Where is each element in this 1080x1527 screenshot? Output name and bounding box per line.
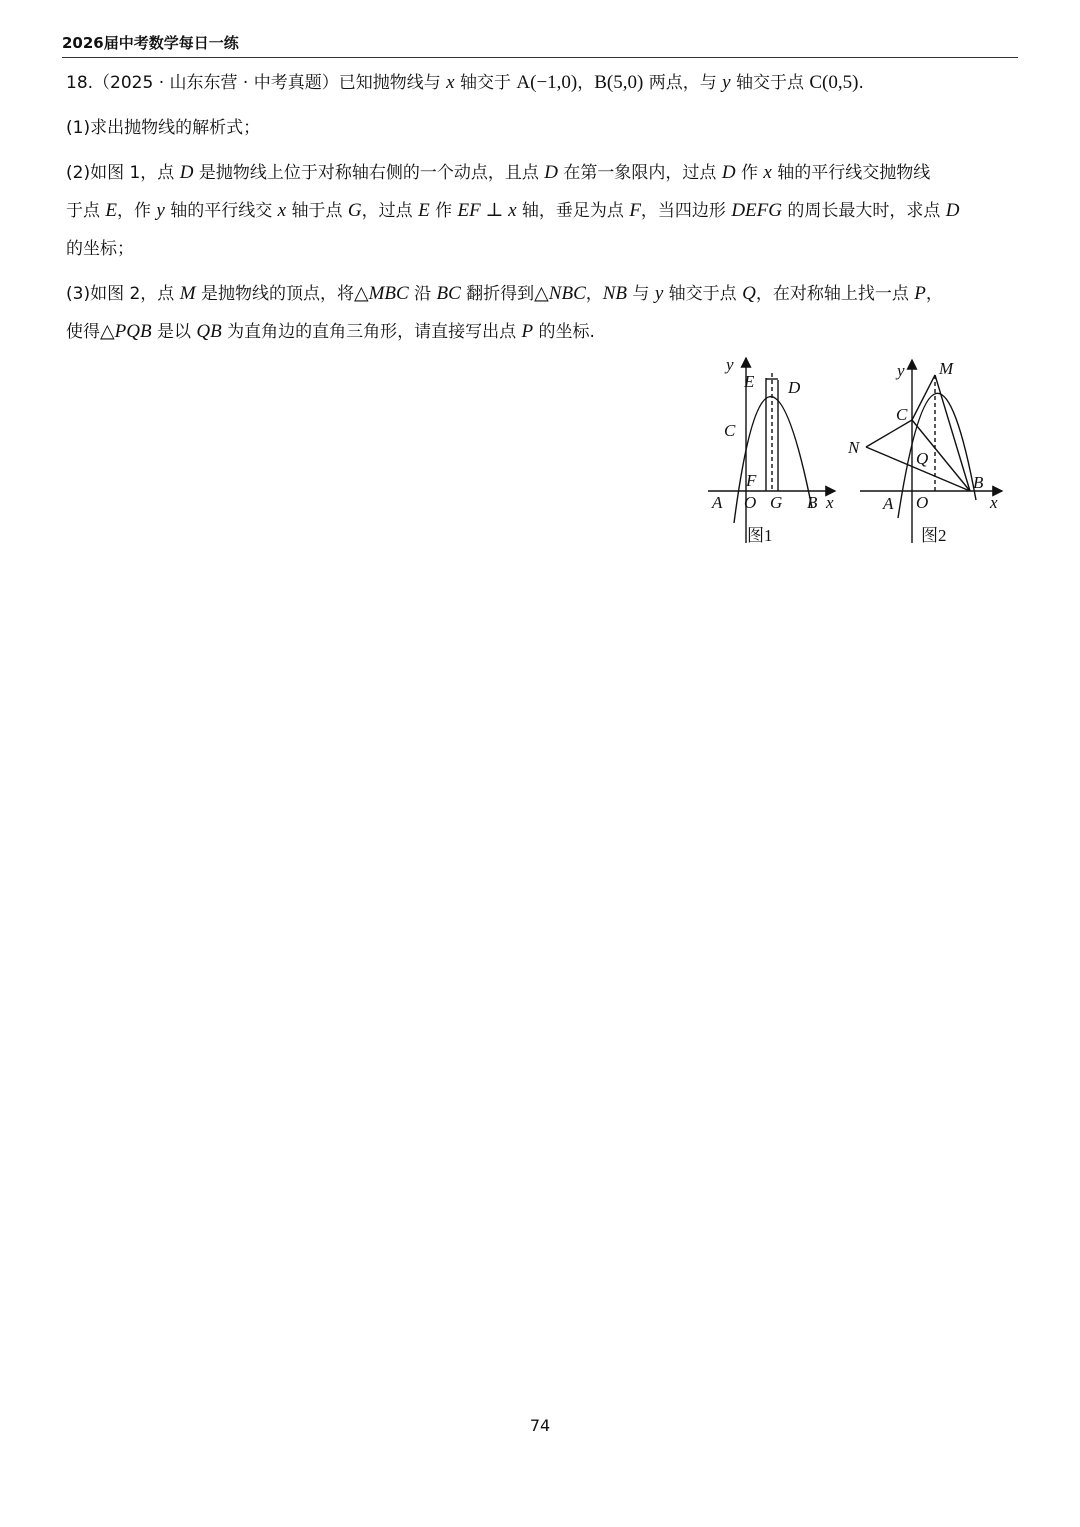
page-number: 74 [529, 1416, 551, 1435]
fig2-label-o: O [916, 493, 929, 512]
figures-svg [700, 348, 1020, 553]
figure-1 [708, 358, 835, 543]
point-b-coord: B(5,0) [594, 72, 644, 93]
page-header [62, 32, 1018, 58]
figure-2-labels [847, 359, 998, 545]
fig1-label-y: y [726, 355, 734, 374]
fig2-parabola [898, 393, 976, 518]
fig1-label-c: C [724, 421, 736, 440]
header-title: 2026届中考数学每日一练 [62, 34, 239, 52]
fig1-label-e: E [744, 372, 755, 391]
problem-number: 18. [66, 73, 94, 93]
fig1-label-x: x [826, 493, 834, 512]
part-1: (1)求出抛物线的解析式； [66, 118, 261, 138]
fig1-label-a: A [712, 493, 723, 512]
fig2-label-m: M [939, 359, 954, 378]
fig2-caption: 图2 [921, 526, 947, 545]
fig2-label-x: x [990, 493, 998, 512]
fig2-segment-mb [935, 375, 970, 491]
fig2-label-y: y [897, 361, 905, 380]
part-3: (3)如图 2，点 M 是抛物线的顶点，将△MBC 沿 BC 翻折得到△NBC，NB 与 y 轴交于点 Q，在对称轴上找一点 P， 使得△PQB 是以 QB 为直角边的直角三角形，请直接写出点 P 的坐标. [66, 283, 943, 342]
fig2-segment-cn [866, 420, 912, 447]
problem-18 [66, 64, 1016, 351]
fig1-caption: 图1 [747, 526, 773, 545]
fig1-label-g: G [770, 493, 783, 512]
part-2: (2)如图 1，点 D 是抛物线上位于对称轴右侧的一个动点，且点 D 在第一象限内，过点 D 作 x 轴的平行线交抛物线 于点 E，作 y 轴的平行线交 x 轴于点 G，过点 E 作 EF ⊥ x 轴，垂足为点 F，当四边形 DEFG 的周长最大时，求点 D 的坐标； [66, 162, 960, 259]
fig2-label-a: A [883, 494, 894, 513]
fig1-label-o: O [744, 493, 757, 512]
figure-2 [860, 360, 1002, 543]
fig2-label-q: Q [916, 449, 929, 468]
fig1-label-b: B [807, 493, 818, 512]
fig1-label-f: F [746, 471, 757, 490]
problem-source: （2025 · 山东东营 · 中考真题） [93, 73, 339, 93]
fig2-segment-mc [912, 375, 935, 420]
fig1-label-d: D [788, 378, 801, 397]
point-c-coord: C(0,5) [809, 72, 859, 93]
point-a-coord: A(−1,0) [516, 72, 578, 93]
fig2-label-n: N [848, 438, 860, 457]
problem-stem: 18.（2025 · 山东东营 · 中考真题）已知抛物线与 x 轴交于 A(−1,0)，B(5,0) 两点，与 y 轴交于点 C(0,5). [66, 72, 864, 93]
fig2-label-c: C [896, 405, 908, 424]
fig2-label-b: B [973, 473, 984, 492]
figures [700, 348, 1020, 553]
